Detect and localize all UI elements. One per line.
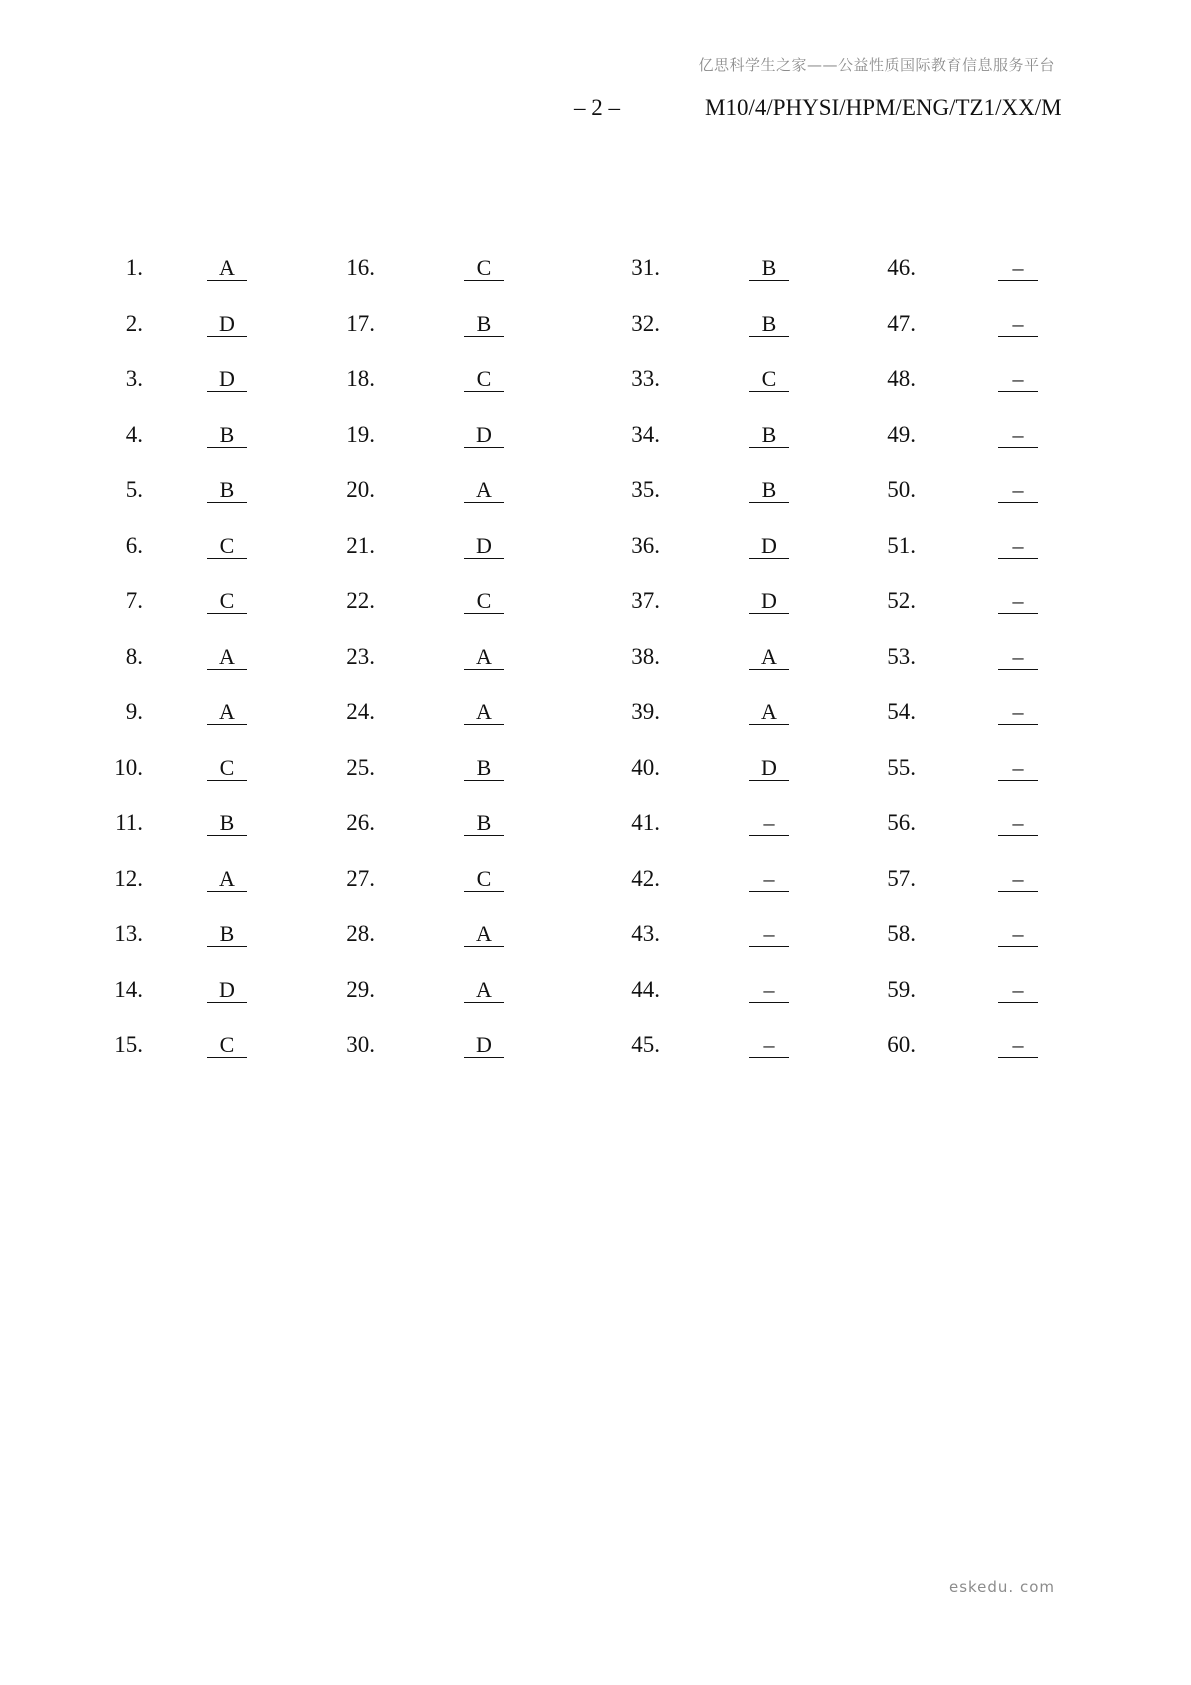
answer-value: –: [998, 424, 1038, 448]
answer-value: –: [749, 868, 789, 892]
question-number: 37.: [631, 588, 660, 613]
answer-value: –: [998, 313, 1038, 337]
question-number: 31.: [631, 255, 660, 280]
question-number: 13.: [114, 921, 143, 946]
question-number: 4.: [125, 421, 143, 447]
question-number: 30.: [346, 1032, 375, 1057]
answer-value: C: [464, 368, 504, 392]
answer-value: A: [749, 701, 789, 725]
answer-value: A: [464, 979, 504, 1003]
question-number: 45.: [631, 1032, 660, 1057]
answer-value: C: [464, 868, 504, 892]
question-number: 9.: [125, 699, 143, 724]
answer-value: –: [998, 979, 1038, 1003]
answer-value: –: [749, 1034, 789, 1058]
answer-value: B: [464, 812, 504, 836]
question-number: 39.: [631, 699, 660, 724]
question-number: 28.: [346, 921, 375, 946]
question-number: 38.: [631, 643, 660, 669]
answer-value: B: [207, 923, 247, 947]
answer-value: A: [464, 923, 504, 947]
answer-value: A: [207, 701, 247, 725]
answer-value: A: [207, 646, 247, 670]
question-number: 43.: [631, 921, 660, 946]
answer-value: B: [464, 313, 504, 337]
answer-value: –: [998, 646, 1038, 670]
answer-value: B: [749, 257, 789, 281]
question-number: 36.: [631, 532, 660, 558]
answer-value: –: [998, 923, 1038, 947]
question-number: 29.: [346, 976, 375, 1002]
answer-value: C: [464, 257, 504, 281]
question-number: 42.: [631, 865, 660, 891]
answer-value: C: [207, 757, 247, 781]
question-number: 22.: [346, 588, 375, 613]
answer-value: –: [998, 479, 1038, 503]
answer-value: D: [749, 590, 789, 614]
answer-value: C: [207, 1034, 247, 1058]
site-watermark-bottom: eskedu. com: [948, 1578, 1055, 1596]
answer-value: B: [749, 479, 789, 503]
answer-value: –: [998, 368, 1038, 392]
answer-value: C: [464, 590, 504, 614]
question-number: 55.: [887, 754, 916, 780]
answer-value: C: [749, 368, 789, 392]
answer-value: A: [464, 479, 504, 503]
answer-value: –: [998, 590, 1038, 614]
answer-value: A: [207, 257, 247, 281]
answer-value: B: [207, 479, 247, 503]
answer-value: B: [749, 424, 789, 448]
answer-value: A: [464, 646, 504, 670]
question-number: 3.: [125, 366, 143, 391]
question-number: 17.: [346, 310, 375, 336]
question-number: 14.: [114, 976, 143, 1002]
answer-value: B: [749, 313, 789, 337]
question-number: 53.: [887, 643, 916, 669]
question-number: 54.: [887, 699, 916, 724]
question-number: 20.: [346, 477, 375, 502]
answer-value: –: [998, 535, 1038, 559]
answer-value: –: [998, 757, 1038, 781]
question-number: 26.: [346, 810, 375, 835]
answer-value: B: [207, 812, 247, 836]
question-number: 2.: [125, 310, 143, 336]
answer-value: B: [207, 424, 247, 448]
answer-value: C: [207, 590, 247, 614]
question-number: 25.: [346, 754, 375, 780]
answer-value: –: [749, 979, 789, 1003]
question-number: 48.: [887, 366, 916, 391]
question-number: 1.: [125, 255, 143, 280]
answer-value: –: [998, 868, 1038, 892]
question-number: 12.: [114, 865, 143, 891]
answer-value: D: [464, 424, 504, 448]
question-number: 33.: [631, 366, 660, 391]
site-watermark-top: 亿思科学生之家——公益性质国际教育信息服务平台: [698, 56, 1055, 74]
answer-value: A: [207, 868, 247, 892]
question-number: 44.: [631, 976, 660, 1002]
question-number: 49.: [887, 421, 916, 447]
question-number: 23.: [346, 643, 375, 669]
answer-value: –: [998, 1034, 1038, 1058]
answer-value: D: [749, 535, 789, 559]
answer-value: C: [207, 535, 247, 559]
question-number: 18.: [346, 366, 375, 391]
answer-value: –: [998, 257, 1038, 281]
question-number: 24.: [346, 699, 375, 724]
question-number: 21.: [346, 532, 375, 558]
question-number: 5.: [125, 477, 143, 502]
answer-value: A: [749, 646, 789, 670]
question-number: 52.: [887, 588, 916, 613]
answer-value: D: [464, 535, 504, 559]
question-number: 35.: [631, 477, 660, 502]
paper-code: M10/4/PHYSI/HPM/ENG/TZ1/XX/M: [705, 95, 1062, 120]
question-number: 7.: [125, 588, 143, 613]
question-number: 15.: [114, 1032, 143, 1057]
answer-value: D: [207, 979, 247, 1003]
answer-value: B: [464, 757, 504, 781]
answer-value: –: [998, 701, 1038, 725]
answer-value: –: [749, 812, 789, 836]
question-number: 34.: [631, 421, 660, 447]
page-number: – 2 –: [574, 95, 620, 120]
question-number: 32.: [631, 310, 660, 336]
answer-value: –: [998, 812, 1038, 836]
question-number: 19.: [346, 421, 375, 447]
question-number: 51.: [887, 532, 916, 558]
question-number: 60.: [887, 1032, 916, 1057]
question-number: 50.: [887, 477, 916, 502]
answer-value: A: [464, 701, 504, 725]
question-number: 6.: [125, 532, 143, 558]
answer-value: –: [749, 923, 789, 947]
question-number: 56.: [887, 810, 916, 835]
question-number: 10.: [114, 754, 143, 780]
question-number: 58.: [887, 921, 916, 946]
question-number: 57.: [887, 865, 916, 891]
question-number: 8.: [125, 643, 143, 669]
answer-value: D: [464, 1034, 504, 1058]
answer-value: D: [749, 757, 789, 781]
question-number: 46.: [887, 255, 916, 280]
question-number: 40.: [631, 754, 660, 780]
question-number: 47.: [887, 310, 916, 336]
question-number: 11.: [115, 810, 143, 835]
question-number: 16.: [346, 255, 375, 280]
answer-value: D: [207, 368, 247, 392]
question-number: 59.: [887, 976, 916, 1002]
question-number: 27.: [346, 865, 375, 891]
answer-value: D: [207, 313, 247, 337]
question-number: 41.: [631, 810, 660, 835]
